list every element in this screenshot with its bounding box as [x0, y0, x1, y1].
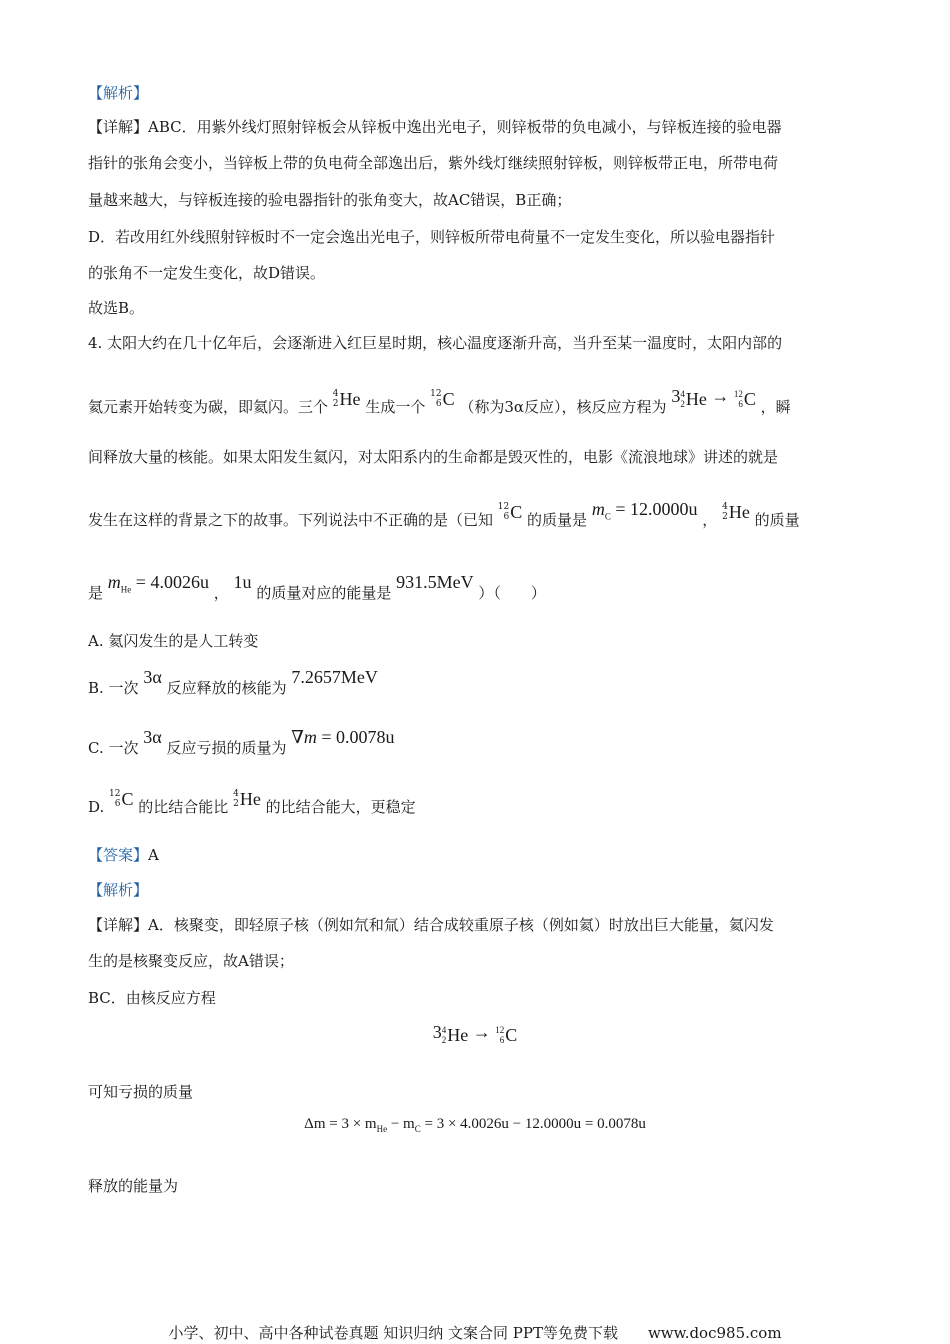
equation-part: Δm = 3 × m: [304, 1116, 377, 1132]
mass-value: = 0.0078u: [321, 727, 395, 747]
mass-value: = 12.0000u: [615, 499, 698, 519]
equation-subscript: He: [376, 1124, 388, 1134]
mass-symbol: m: [591, 499, 605, 519]
option-text: 反应亏损的质量为: [166, 739, 287, 757]
question-text: 发生在这样的背景之下的故事。下列说法中不正确的是（已知: [88, 511, 494, 529]
three-alpha: 3α: [143, 727, 162, 747]
mass-symbol: m: [303, 727, 317, 747]
charge-number: 6: [435, 398, 442, 409]
arrow-icon: →: [472, 1022, 491, 1042]
question-line: 4. 太阳大约在几十亿年后，会逐渐进入红巨星时期，核心温度逐渐升高，当升至某一温度时，太阳内部的: [88, 334, 783, 352]
option-text: 反应释放的核能为: [166, 679, 287, 697]
carbon-nuclide: [498, 501, 522, 522]
detail-text: A．核聚变，即轻原子核（例如氘和氚）结合成较重原子核（例如氦）时放出巨大能量，氦闪发: [148, 916, 774, 934]
element-symbol: C: [442, 388, 455, 409]
element-symbol: He: [339, 388, 361, 409]
analysis-label: 【解析】: [88, 881, 149, 899]
mass-value: = 4.0026u: [135, 572, 209, 592]
question-text: ，: [213, 584, 229, 602]
answer-value: A: [148, 846, 159, 864]
detail-label: 【详解】: [88, 118, 149, 136]
energy-value: 931.5MeV: [396, 572, 474, 592]
element-symbol: He: [685, 388, 707, 409]
helium-nuclide: [333, 388, 361, 409]
option-a: A. 氦闪发生的是人工转变: [88, 632, 259, 650]
page-footer: 小学、初中、高中各种试卷真题 知识归纳 文案合同 PPT等免费下载 www.doc985.com: [168, 1324, 782, 1342]
question-text: ，: [702, 511, 718, 529]
question-line: 间释放大量的核能。如果太阳发生氦闪，对太阳系内的生命都是毁灭性的，电影《流浪地球》讲述的就是: [88, 448, 779, 466]
element-symbol: C: [510, 501, 523, 522]
option-text: 的比结合能比: [138, 798, 229, 816]
energy-value: 7.2657MeV: [291, 667, 378, 687]
mass-number: 4: [332, 388, 339, 399]
detail-line: 释放的能量为: [88, 1177, 179, 1195]
question-text: 的质量是: [527, 511, 588, 529]
charge-number: 2: [680, 398, 685, 409]
mass-number: 12: [495, 1024, 505, 1035]
question-line: [88, 386, 791, 419]
equation-subscript: C: [414, 1124, 421, 1134]
element-symbol: C: [121, 788, 134, 809]
option-text: B. 一次: [88, 679, 139, 697]
carbon-mass-value: [591, 499, 698, 522]
detail-line: 可知亏损的质量: [88, 1083, 194, 1101]
question-text: 是: [88, 584, 104, 602]
carbon-nuclide: [430, 388, 454, 409]
arrow-icon: →: [711, 386, 730, 406]
detail-label: 【详解】: [88, 916, 149, 934]
option-text: 的比结合能大，更稳定: [265, 798, 416, 816]
mass-number: 4: [680, 388, 685, 399]
charge-number: 2: [233, 798, 239, 809]
question-text: ，瞬: [760, 398, 791, 416]
answer-label: 【答案】: [88, 846, 149, 864]
element-symbol: He: [447, 1024, 469, 1045]
question-text: （称为3α反应），核反应方程为: [459, 398, 667, 416]
detail-line: 的张角不一定发生变化，故D错误。: [88, 264, 326, 282]
option-d: [88, 788, 416, 819]
detail-line: 故选B。: [88, 299, 145, 317]
mass-number: 4: [722, 501, 728, 512]
coefficient: 3: [671, 386, 681, 406]
charge-number: 6: [114, 798, 121, 809]
mass-number: 12: [733, 388, 743, 399]
mass-defect-value: [291, 727, 394, 747]
detail-line: 量越来越大，与锌板连接的验电器指针的张角变大，故AC错误，B正确；: [88, 191, 572, 209]
equation-part: = 3 × 4.0026u − 12.0000u = 0.0078u: [420, 1116, 646, 1132]
charge-number: 2: [332, 398, 339, 409]
question-line: [88, 572, 546, 610]
mass-subscript: C: [604, 511, 611, 522]
detail-text: ABC．用紫外线灯照射锌板会从锌板中逸出光电子，则锌板带的负电减小，与锌板连接的验电器: [148, 118, 782, 136]
mass-subscript: He: [120, 584, 132, 595]
three-alpha: 3α: [143, 667, 162, 687]
option-b: [88, 667, 378, 698]
detail-line: 指针的张角会变小，当锌板上带的负电荷全部逸出后，紫外线灯继续照射锌板，则锌板带正电，所带电荷: [88, 154, 779, 172]
unit-value: 1u: [233, 572, 252, 592]
nabla-symbol: ∇: [291, 727, 304, 747]
charge-number: 2: [441, 1034, 447, 1045]
helium-nuclide: [233, 788, 261, 809]
detail-line: BC．由核反应方程: [88, 989, 216, 1007]
mass-number: 4: [233, 788, 239, 799]
mass-number: 12: [430, 388, 442, 399]
reaction-equation-display: [0, 1021, 950, 1046]
option-c: [88, 727, 395, 758]
mass-number: 4: [441, 1024, 447, 1035]
equation-part: − m: [387, 1116, 415, 1132]
detail-line: [88, 915, 774, 935]
charge-number: 6: [499, 1034, 505, 1045]
element-symbol: C: [505, 1024, 518, 1045]
detail-line: [88, 117, 782, 137]
helium-mass-value: [107, 572, 209, 595]
element-symbol: C: [743, 388, 756, 409]
question-text: ）（ ）: [478, 584, 546, 602]
element-symbol: He: [239, 788, 261, 809]
question-text: 的质量对应的能量是: [256, 584, 392, 602]
question-text: 的质量: [754, 511, 800, 529]
mass-number: 12: [109, 788, 121, 799]
mass-number: 12: [497, 501, 510, 512]
question-line: [88, 499, 800, 537]
charge-number: 2: [722, 511, 728, 522]
coefficient: 3: [432, 1022, 442, 1042]
analysis-label: 【解析】: [88, 84, 149, 102]
charge-number: 6: [503, 511, 510, 522]
carbon-nuclide: [109, 788, 133, 809]
option-text: C. 一次: [88, 739, 139, 757]
mass-symbol: m: [107, 572, 121, 592]
detail-line: 生的是核聚变反应，故A错误；: [88, 952, 294, 970]
question-text: 生成一个: [365, 398, 426, 416]
charge-number: 6: [738, 398, 743, 409]
element-symbol: He: [728, 501, 750, 522]
mass-defect-equation: [0, 1113, 950, 1140]
option-text: D.: [88, 798, 105, 816]
detail-line: D．若改用红外线照射锌板时不一定会逸出光电子，则锌板所带电荷量不一定发生变化，所以验电器指针: [88, 228, 776, 246]
reaction-equation: [671, 386, 756, 409]
question-text: 氦元素开始转变为碳，即氦闪。三个: [88, 398, 329, 416]
answer-line: [88, 845, 159, 865]
helium-nuclide: [722, 501, 750, 522]
